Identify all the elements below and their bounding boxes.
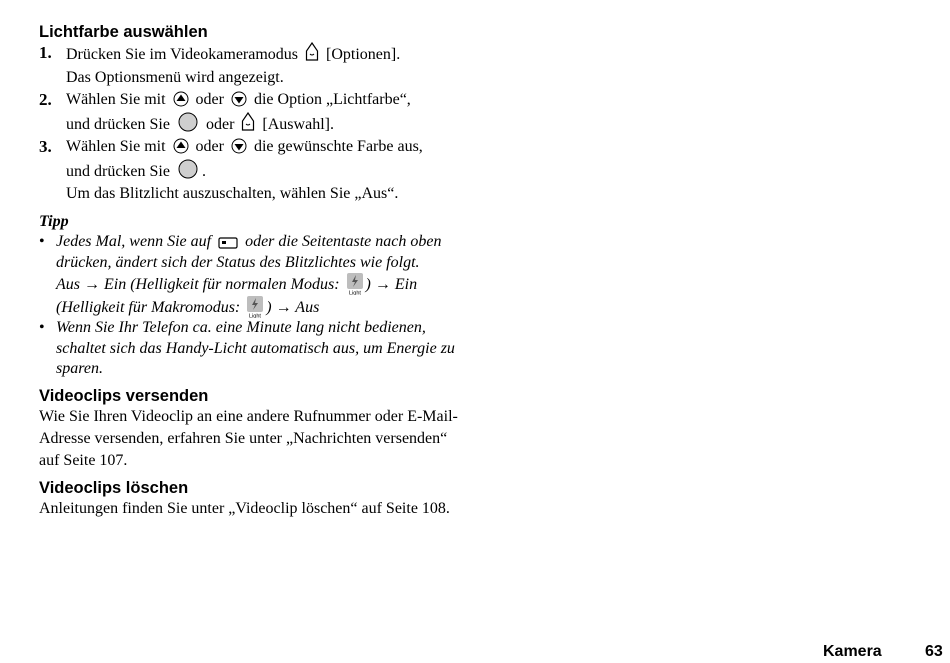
soft-key-icon bbox=[305, 42, 319, 62]
nav-up-icon bbox=[173, 138, 189, 154]
center-key-icon bbox=[177, 159, 199, 179]
section-videoclips-versenden bbox=[39, 386, 469, 472]
body-loeschen: Anleitungen finden Sie unter „Videoclip löschen“ auf Seite 108. bbox=[39, 499, 450, 517]
step-number: 2. bbox=[39, 90, 52, 109]
page-footer bbox=[0, 643, 950, 663]
light-normal-icon bbox=[346, 273, 364, 295]
step-number: 3. bbox=[39, 137, 52, 156]
center-key-icon bbox=[177, 112, 199, 132]
camera-key-icon bbox=[218, 237, 238, 249]
step-1: 1. Drücken Sie im Videokameramodus [Optionen]. Das Optionsmenü wird angezeigt. bbox=[39, 43, 401, 86]
content-column bbox=[39, 22, 469, 520]
tip-heading: Tipp bbox=[39, 212, 69, 230]
nav-down-icon bbox=[231, 138, 247, 154]
page-number: 63 bbox=[925, 643, 943, 660]
section-videoclips-loeschen bbox=[39, 478, 469, 520]
step-number: 1. bbox=[39, 43, 52, 62]
tip-bullet-2: • Wenn Sie Ihr Telefon ca. eine Minute lang nicht bedienen, schaltet sich das Handy-Licht automatisch aus, um Energie zu sparen. bbox=[39, 319, 455, 377]
heading-lichtfarbe: Lichtfarbe auswählen bbox=[39, 23, 208, 41]
bullet-mark: • bbox=[39, 319, 45, 336]
nav-up-icon bbox=[173, 91, 189, 107]
body-versenden: Wie Sie Ihren Videoclip an eine andere Rufnummer oder E-Mail-Adresse versenden, erfahren Sie unter „Nachrichten versenden“ auf Seite 107. bbox=[39, 407, 458, 469]
svg-text:Light: Light bbox=[348, 290, 361, 295]
heading-loeschen: Videoclips löschen bbox=[39, 478, 189, 497]
footer-chapter-title: Kamera bbox=[823, 643, 882, 660]
step-3: 3. Wählen Sie mit oder die gewünschte Farbe aus, und drücken Sie . Um das Blitzlicht auszuschalten, wählen Sie „Aus“. bbox=[39, 137, 423, 202]
tip-box bbox=[39, 212, 469, 380]
heading-versenden: Videoclips versenden bbox=[39, 386, 209, 405]
svg-text:Light: Light bbox=[249, 313, 262, 318]
nav-down-icon bbox=[231, 91, 247, 107]
tip-bullet-1: • Jedes Mal, wenn Sie auf oder die Seitentaste nach oben drücken, ändert sich der Status des Blitzlichtes wie folgt. Aus → Ein (Helligkeit für normalen Modus: Light ) → Ein (Helligkeit für Makromodus: Light ) → Aus bbox=[39, 233, 442, 318]
step-2: 2. Wählen Sie mit oder die Option „Lichtfarbe“, und drücken Sie oder [Auswahl]. bbox=[39, 90, 411, 133]
light-macro-icon bbox=[246, 296, 264, 318]
bullet-mark: • bbox=[39, 233, 45, 250]
soft-key-icon bbox=[241, 112, 255, 132]
